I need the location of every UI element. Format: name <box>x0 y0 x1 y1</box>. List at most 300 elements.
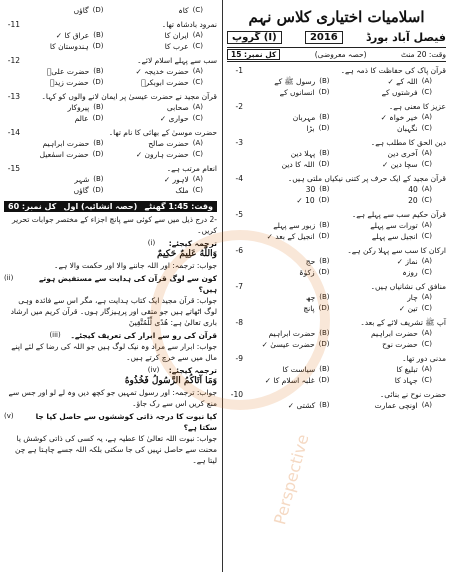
option-text: حضرت خدیجہ ✓ <box>135 67 189 76</box>
mcq-option <box>104 138 204 149</box>
option-text: انجیل سے پہلے <box>371 232 418 241</box>
mcq-question-line <box>4 127 217 138</box>
mcq-option <box>227 375 330 386</box>
mcq-options <box>227 220 446 242</box>
option-text: 20 <box>408 196 418 205</box>
mcq-question-line <box>227 65 446 76</box>
option-letter: (C) <box>421 124 432 132</box>
mcq-list-left <box>4 5 217 196</box>
mcq-question-line <box>4 163 217 174</box>
option-text: سیاست کا <box>282 365 316 374</box>
time-label: وقت: 20 منٹ <box>400 50 446 59</box>
option-letter: (D) <box>92 114 104 122</box>
option-letter: (A) <box>192 103 203 111</box>
mcq-item <box>4 127 217 160</box>
mcq-option <box>104 5 204 16</box>
mcq-option <box>330 364 433 375</box>
option-text: حضرت ابراہیم <box>268 329 316 338</box>
mcq-number: -4 <box>235 174 243 183</box>
option-text: غلبہ اسلام کا ✓ <box>264 376 315 385</box>
mcq-option <box>104 113 204 124</box>
mcq-option <box>227 328 330 339</box>
mcq-question-text: قرآن حکیم سب سے پہلے ہے۔ <box>351 210 446 219</box>
option-letter: (A) <box>421 221 432 229</box>
mcq-options <box>227 76 446 98</box>
mcq-option <box>4 30 104 41</box>
mcq-option <box>227 364 330 375</box>
option-text: حضرت ابراہیم <box>42 139 90 148</box>
option-letter: (D) <box>92 6 104 14</box>
board-name: فیصل آباد بورڈ <box>366 31 446 44</box>
mcq-options <box>227 256 446 278</box>
mcq-option <box>4 5 104 16</box>
option-letter: (A) <box>192 139 203 147</box>
answer-text: جواب: ترجمہ: اور اللہ جاننے والا اور حکمت والا ہے۔ <box>54 261 217 270</box>
mcq-option <box>4 138 104 149</box>
mcq-options <box>227 148 446 170</box>
option-text: عالم <box>74 114 89 123</box>
short-question-index: (v) <box>4 412 14 420</box>
option-text: مہربان <box>292 113 316 122</box>
mcq-item <box>227 173 446 206</box>
option-letter: (D) <box>318 160 330 168</box>
mcq-option <box>4 174 104 185</box>
short-question-text: کون سے لوگ قرآن کی ہدایت سے مستفیض ہوتے ہیں؟ <box>39 274 217 294</box>
mcq-item <box>227 245 446 278</box>
mcq-item <box>4 91 217 124</box>
option-letter: (B) <box>319 401 330 409</box>
option-letter: (A) <box>421 257 432 265</box>
option-letter: (C) <box>192 114 203 122</box>
option-text: بڑا <box>306 124 315 133</box>
option-letter: (C) <box>192 150 203 158</box>
mcq-option <box>330 87 433 98</box>
mcq-options <box>4 66 217 88</box>
mcq-option <box>227 400 330 411</box>
mcq-option <box>4 113 104 124</box>
option-text: انجیل کے بعد ✓ <box>266 232 315 241</box>
mcq-option <box>227 148 330 159</box>
option-text: کشتی ✓ <box>287 401 316 410</box>
subjective-header-bar <box>4 201 217 212</box>
option-letter: (B) <box>319 77 330 85</box>
mcq-option <box>330 328 433 339</box>
option-letter: (A) <box>421 401 432 409</box>
option-letter: (D) <box>92 42 104 50</box>
mcq-option <box>227 220 330 231</box>
option-letter: (C) <box>421 376 432 384</box>
exam-year: 2016 <box>305 31 343 44</box>
short-question <box>4 330 217 363</box>
option-text: اللہ کا دین <box>281 160 315 169</box>
option-letter: (A) <box>421 185 432 193</box>
mcq-option <box>330 112 433 123</box>
option-letter: (C) <box>421 232 432 240</box>
option-text: حضرت نوح <box>382 340 418 349</box>
mcq-item <box>4 55 217 88</box>
mcq-item <box>227 65 446 98</box>
mcq-option <box>227 256 330 267</box>
mcq-item <box>227 317 446 350</box>
arabic-verse: وَمَا آتَاكُمُ الرَّسُولُ فَخُذُوهُ <box>124 376 217 386</box>
option-text: تین ✓ <box>398 304 418 313</box>
subjective-instruction: -2 درج ذیل میں سے کوئی سے پانچ اجزاء کے مختصر جوابات تحریر کریں۔ <box>12 215 217 235</box>
subjective-title: (حصہ انشائیہ) اول <box>63 202 138 211</box>
paper-title: اسلامیات اختیاری کلاس نہم <box>248 8 425 26</box>
mcq-options <box>227 184 446 206</box>
option-letter: (C) <box>192 6 203 14</box>
option-text: پیروکار <box>67 103 90 112</box>
mcq-question-text: حضرت موسیٰ کے بھائی کا نام تھا۔ <box>108 128 217 137</box>
mcq-item <box>227 101 446 134</box>
option-letter: (B) <box>319 185 330 193</box>
option-text: حضرت صالح <box>148 139 189 148</box>
mcq-options <box>227 364 446 386</box>
mcq-options <box>4 174 217 196</box>
mcq-number: -5 <box>235 210 243 219</box>
option-letter: (A) <box>421 365 432 373</box>
mcq-option <box>330 220 433 231</box>
column-divider <box>222 0 223 572</box>
option-letter: (C) <box>421 340 432 348</box>
mcq-number: -11 <box>7 20 20 29</box>
mcq-number: -7 <box>235 282 243 291</box>
option-letter: (A) <box>192 67 203 75</box>
option-letter: (B) <box>93 31 104 39</box>
mcq-item <box>4 163 217 196</box>
mcq-question-line <box>4 91 217 102</box>
option-text: فرشتوں کے <box>381 88 418 97</box>
mcq-item <box>227 389 446 411</box>
option-letter: (C) <box>421 160 432 168</box>
option-letter: (D) <box>318 196 330 204</box>
option-text: رسول ﷺ کے <box>274 77 316 86</box>
mcq-option <box>330 256 433 267</box>
mcq-option <box>330 267 433 278</box>
short-question-index: (iv) <box>147 366 160 374</box>
option-text: حضرت ابراہیم <box>370 329 418 338</box>
option-text: حضرت علیؓ <box>46 67 90 76</box>
board-row <box>227 31 446 44</box>
option-text: اونچی عمارت <box>374 401 418 410</box>
mcq-option <box>4 102 104 113</box>
option-letter: (D) <box>318 376 330 384</box>
option-text: پانچ <box>303 304 315 313</box>
mcq-number: -10 <box>230 390 243 399</box>
short-question <box>4 273 217 328</box>
option-text: ہندوستان کا <box>49 42 89 51</box>
option-text: تورات سے پہلے <box>370 221 418 230</box>
answer-text: جواب: ابرار سے مراد وہ نیک لوگ ہیں جو اللہ کی رضا کے لئے اپنے مال میں سے خرچ کرتے ہیں۔ <box>11 342 217 362</box>
option-text: گاؤں <box>73 6 89 15</box>
option-letter: (A) <box>192 175 203 183</box>
short-question-index: (ii) <box>4 274 14 282</box>
mcq-number: -3 <box>235 138 243 147</box>
mcq-question-line <box>227 353 446 364</box>
mcq-list-right <box>227 65 446 411</box>
option-letter: (B) <box>319 293 330 301</box>
mcq-option <box>227 123 330 134</box>
option-letter: (D) <box>92 150 104 158</box>
option-letter: (C) <box>192 78 203 86</box>
mcq-option <box>330 400 433 411</box>
mcq-option <box>330 339 433 350</box>
option-letter: (D) <box>318 304 330 312</box>
objective-info-bar <box>227 47 446 62</box>
mcq-option <box>330 292 433 303</box>
option-letter: (D) <box>318 232 330 240</box>
option-letter: (B) <box>319 365 330 373</box>
mcq-question-text: آپ ﷺ تشریف لائے کے بعد۔ <box>360 318 446 327</box>
option-text: چھ <box>305 293 316 302</box>
option-text: چار <box>407 293 418 302</box>
mcq-number: -13 <box>7 92 20 101</box>
mcq-options <box>4 30 217 52</box>
option-text: نماز ✓ <box>396 257 418 266</box>
mcq-number: -6 <box>235 246 243 255</box>
option-text: خیر خواہ ✓ <box>380 113 418 122</box>
mcq-option <box>330 184 433 195</box>
option-letter: (D) <box>318 88 330 96</box>
short-questions-list <box>4 238 217 466</box>
option-text: زکوٰۃ <box>299 268 315 277</box>
mcq-number: -2 <box>235 102 243 111</box>
option-letter: (D) <box>318 340 330 348</box>
mcq-option <box>227 292 330 303</box>
option-letter: (B) <box>319 257 330 265</box>
mcq-question-text: دین الحق کا مطلب ہے۔ <box>370 138 446 147</box>
option-text: حضرت ابوبکرؓ <box>141 78 189 87</box>
option-text: حضرت زیدؓ <box>49 78 89 87</box>
mcq-option <box>104 41 204 52</box>
mcq-option <box>4 185 104 196</box>
mcq-question-text: قرآن مجید نے حضرت عیسیٰ پر ایمان لانے والوں کو کہا۔ <box>41 92 217 101</box>
mcq-option <box>227 339 330 350</box>
mcq-question-line <box>227 389 446 400</box>
mcq-question-line <box>227 317 446 328</box>
mcq-option <box>104 66 204 77</box>
mcq-number: -8 <box>235 318 243 327</box>
mcq-item <box>227 209 446 242</box>
mcq-option <box>227 267 330 278</box>
short-question-text: قرآن کی رو سے ابرار کی تعریف کیجئے۔ <box>70 331 217 340</box>
mcq-number: -15 <box>7 164 20 173</box>
mcq-question-text: سب سے پہلے اسلام لائے۔ <box>137 56 217 65</box>
short-question-text: کیا نبوت کا درجہ ذاتی کوششوں سے حاصل کیا جا سکتا ہے؟ <box>35 412 217 432</box>
mcq-option <box>104 149 204 160</box>
mcq-question-line <box>227 101 446 112</box>
mcq-question-text: منافق کی نشانیاں ہیں۔ <box>370 282 446 291</box>
option-letter: (A) <box>421 293 432 301</box>
mcq-option <box>330 123 433 134</box>
short-question-line <box>4 273 217 295</box>
mcq-question-text: انعام مرتب ہے۔ <box>166 164 217 173</box>
option-letter: (C) <box>192 186 203 194</box>
short-question-index: (i) <box>147 239 156 247</box>
mcq-options <box>227 328 446 350</box>
option-text: اللہ کے ✓ <box>387 77 418 86</box>
option-text: لاہور ✓ <box>163 175 189 184</box>
short-question-text: ترجمہ کیجئے: <box>168 239 217 248</box>
mcq-option <box>104 77 204 88</box>
option-text: انسانوں کے <box>279 88 315 97</box>
mcq-option <box>330 231 433 242</box>
arabic-verse: وَاللّٰهُ عَلِيمٌ حَكِيمٌ <box>157 249 217 259</box>
mcq-number: -1 <box>235 66 243 75</box>
right-column <box>224 0 450 572</box>
option-text: جہاد کا <box>394 376 418 385</box>
short-question <box>4 238 217 271</box>
short-question-line <box>4 238 217 249</box>
option-letter: (C) <box>421 196 432 204</box>
mcq-option <box>227 87 330 98</box>
option-text: شہر <box>74 175 90 184</box>
option-letter: (D) <box>92 186 104 194</box>
answer-text: جواب: نبوت اللہ تعالیٰ کا عطیہ ہے، یہ کسی کی ذاتی کوشش یا محنت سے حاصل نہیں کی جا سکتی بلکہ اللہ جسے چاہتا ہے چن لیتا ہے۔ <box>15 434 217 465</box>
short-question-line <box>4 330 217 341</box>
option-text: پہلا دین <box>290 149 316 158</box>
option-letter: (B) <box>93 139 104 147</box>
mcq-item <box>4 5 217 16</box>
option-text: 30 <box>305 185 316 194</box>
mcq-number: -14 <box>7 128 20 137</box>
mcq-option <box>227 303 330 314</box>
mcq-question-line <box>227 209 446 220</box>
mcq-question-text: ارکان کا سب سے پہلا رکن ہے۔ <box>347 246 446 255</box>
option-letter: (B) <box>93 103 104 111</box>
mcq-option <box>227 231 330 242</box>
option-letter: (D) <box>92 78 104 86</box>
mcq-question-text: نمرود بادشاہ تھا۔ <box>161 20 217 29</box>
option-letter: (B) <box>93 175 104 183</box>
mcq-options <box>4 5 217 16</box>
subjective-time: وقت: 1:45 گھنٹے <box>144 202 213 211</box>
mcq-question-line <box>227 137 446 148</box>
short-question-index: (iii) <box>49 331 61 339</box>
left-column <box>0 0 220 572</box>
short-question-line <box>4 365 217 376</box>
mcq-option <box>330 148 433 159</box>
option-letter: (B) <box>319 149 330 157</box>
option-letter: (A) <box>421 113 432 121</box>
section-label: (حصہ معروضی) <box>314 50 367 59</box>
option-text: حضرت اسمٰعیل <box>39 150 89 159</box>
mcq-option <box>4 41 104 52</box>
short-question-text: ترجمہ کیجئے: <box>168 366 217 375</box>
option-text: زبور سے پہلے <box>273 221 316 230</box>
option-text: حواری ✓ <box>159 114 189 123</box>
short-question <box>4 411 217 466</box>
option-text: حضرت ہارون ✓ <box>135 150 189 159</box>
mcq-options <box>227 112 446 134</box>
mcq-option <box>330 375 433 386</box>
option-text: صحابی <box>166 103 189 112</box>
mcq-option <box>104 30 204 41</box>
option-text: عرب کا <box>164 42 189 51</box>
mcq-question-text: حضرت نوح نے بنائی۔ <box>379 390 446 399</box>
group-label: گروپ (I) <box>227 31 282 44</box>
option-text: عراق کا ✓ <box>55 31 90 40</box>
mcq-options <box>4 102 217 124</box>
option-text: حج <box>305 257 316 266</box>
mcq-question-line <box>4 19 217 30</box>
mcq-option <box>104 185 204 196</box>
mcq-item <box>227 281 446 314</box>
answer-text: جواب: قرآن مجید ایک کتاب ہدایت ہے، مگر اس سے فائدہ وہی لوگ اٹھاتے ہیں جو متقی اور پرہیزگار ہوں۔ قرآن کریم میں ارشاد باری تعالیٰ ہے: هُدًى لِّلْمُتَّقِينَ <box>10 296 217 327</box>
mcq-question-line <box>4 55 217 66</box>
mcq-question-line <box>227 173 446 184</box>
subjective-marks: کل نمبر: 60 <box>8 202 57 211</box>
mcq-option <box>227 195 330 206</box>
mcq-option <box>4 77 104 88</box>
mcq-option <box>104 102 204 113</box>
option-text: کاہ <box>178 6 189 15</box>
option-letter: (C) <box>192 42 203 50</box>
answer-text: جواب: ترجمہ: اور رسول تمہیں جو کچھ دیں وہ لے لو اور جس سے منع کریں اس سے رک جاؤ۔ <box>8 388 217 408</box>
mcq-options <box>227 292 446 314</box>
marks-label: کل نمبر: 15 <box>227 49 280 60</box>
option-letter: (A) <box>192 31 203 39</box>
option-text: حضرت عیسیٰ ✓ <box>261 340 315 349</box>
mcq-question-line <box>227 281 446 292</box>
mcq-options <box>227 400 446 411</box>
mcq-option <box>330 303 433 314</box>
option-text: آخری دین <box>387 149 418 158</box>
mcq-option <box>227 184 330 195</box>
mcq-item <box>227 353 446 386</box>
mcq-option <box>330 76 433 87</box>
option-letter: (A) <box>421 149 432 157</box>
option-letter: (A) <box>421 329 432 337</box>
short-question <box>4 365 217 409</box>
mcq-option <box>330 159 433 170</box>
option-text: نگہبان <box>396 124 418 133</box>
option-text: ایران کا <box>164 31 189 40</box>
option-text: 10 ✓ <box>296 196 315 205</box>
mcq-option <box>330 195 433 206</box>
option-text: 40 <box>408 185 418 194</box>
short-question-line <box>4 411 217 433</box>
option-letter: (B) <box>319 113 330 121</box>
option-letter: (C) <box>421 304 432 312</box>
option-letter: (B) <box>319 329 330 337</box>
mcq-number: -12 <box>7 56 20 65</box>
mcq-option <box>227 159 330 170</box>
mcq-option <box>227 76 330 87</box>
mcq-question-text: قرآن پاک کی حفاظت کا ذمہ ہے۔ <box>340 66 446 75</box>
mcq-number: -9 <box>235 354 243 363</box>
mcq-question-text: عزیز کا معنی ہے۔ <box>388 102 446 111</box>
option-letter: (A) <box>421 77 432 85</box>
mcq-question-text: مدنی دور تھا۔ <box>402 354 446 363</box>
option-letter: (B) <box>319 221 330 229</box>
option-text: گاؤں <box>73 186 89 195</box>
option-text: سچا دین ✓ <box>382 160 418 169</box>
mcq-item <box>227 137 446 170</box>
mcq-item <box>4 19 217 52</box>
mcq-option <box>227 112 330 123</box>
option-letter: (D) <box>318 124 330 132</box>
mcq-option <box>4 149 104 160</box>
mcq-question-text: قرآن مجید کے ایک حرف پر کتنی نیکیاں ملتی ہیں۔ <box>287 174 446 183</box>
mcq-options <box>4 138 217 160</box>
option-text: روزہ <box>402 268 418 277</box>
option-text: تبلیغ کا <box>396 365 418 374</box>
option-letter: (C) <box>421 88 432 96</box>
option-letter: (B) <box>93 67 104 75</box>
mcq-question-line <box>227 245 446 256</box>
option-text: ملک <box>175 186 189 195</box>
